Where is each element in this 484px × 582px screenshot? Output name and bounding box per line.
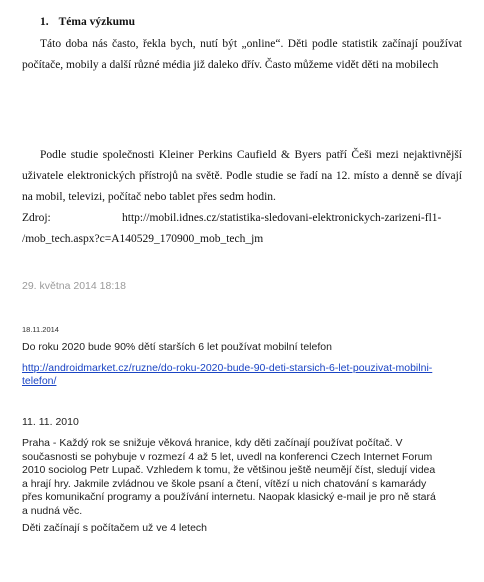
source-url-line2: /mob_tech.aspx?c=A140529_170900_mob_tech_jm xyxy=(22,233,264,245)
section-number: 1. xyxy=(40,16,49,28)
news2-body: Praha - Každý rok se snižuje věková hranice, kdy děti začínají používat počítač. V současnosti se pohybuje v rozmezí 4 až 5 let, uvedl na konferenci Czech Internet Forum 2010 sociolog Petr Lupač. Vzhledem k tomu, že většinou ještě neumějí číst, sledují videa a hrají hry. Jakmile zvládnou ve škole psaní a čtení, vítězí u nich chatování s kamarády přes komunikační programy a používání internetu. Naopak klasický e-mail je pro ně stará a nudná věc. xyxy=(22,437,436,517)
section-heading xyxy=(40,12,135,33)
news1-date: 18.11.2014 xyxy=(22,325,59,334)
news2-date: 11. 11. 2010 xyxy=(22,416,79,428)
news1-link[interactable]: http://androidmarket.cz/ruzne/do-roku-2020-bude-90-deti-starsich-6-let-pouzivat-mobilni-telefon/ xyxy=(22,362,433,387)
source-block xyxy=(22,208,462,250)
intro-paragraph: Táto doba nás často, řekla bych, nutí být „online“. Děti podle statistik začínají používat počítače, mobily a další různé média již daleko dřív. Často můžeme vidět děti na mobilech xyxy=(22,38,462,71)
timestamp-gray: 29. května 2014 18:18 xyxy=(22,280,126,292)
section-title: Téma výzkumu xyxy=(58,16,135,28)
source-url-line1: http://mobil.idnes.cz/statistika-sledovani-elektronickych-zarizeni-fl1- xyxy=(122,212,442,224)
news2-subtitle: Děti začínají s počítačem už ve 4 letech xyxy=(22,522,208,534)
study-paragraph: Podle studie společnosti Kleiner Perkins Caufield & Byers patří Češi mezi nejaktivnější uživatele elektronických přístrojů na světě. Podle studie se řadí na 12. místo a denně se dívají na mobil, televizi, počítač nebo tablet přes sedm hodin. xyxy=(22,149,462,203)
news1-title: Do roku 2020 bude 90% dětí starších 6 let používat mobilní telefon xyxy=(22,341,332,353)
source-label: Zdroj: xyxy=(22,212,51,224)
